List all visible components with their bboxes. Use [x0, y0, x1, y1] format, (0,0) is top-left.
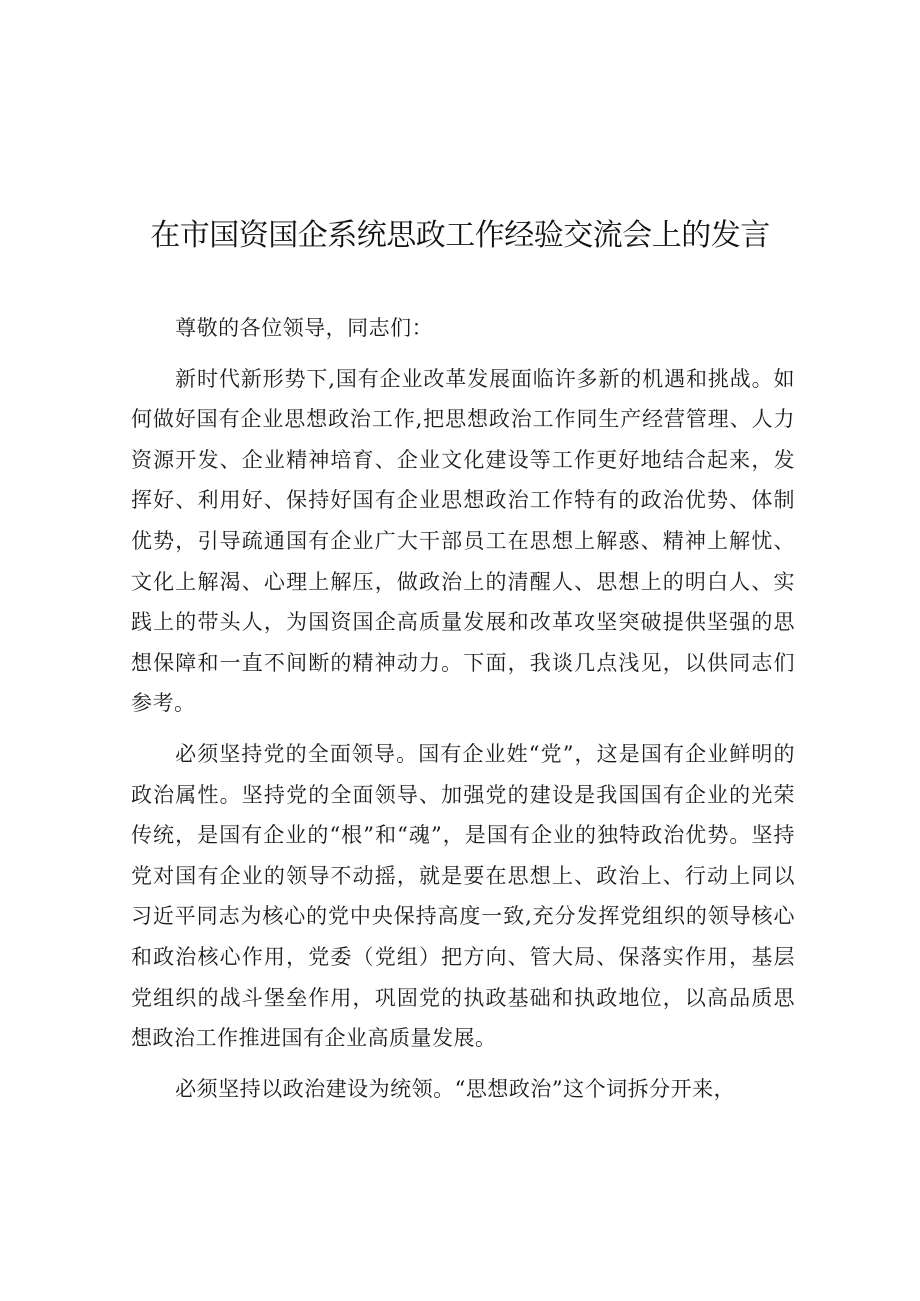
paragraph-2: 必须坚持党的全面领导。国有企业姓“党”，这是国有企业鲜明的政治属性。坚持党的全面领导、加强党的建设是我国国有企业的光荣传统，是国有企业的“根”和“魂”，是国有企业的独特政治优势。坚持党对国有企业的领导不动摇，就是要在思想上、政治上、行动上同以习近平同志为核心的党中央保持高度一致,充分发挥党组织的领导核心和政治核心作用，党委（党组）把方向、管大局、保落实作用，基层党组织的战斗堡垒作用，巩固党的执政基础和执政地位，以高品质思想政治工作推进国有企业高质量发展。 — [131, 741, 795, 1051]
paragraph-1: 新时代新形势下,国有企业改革发展面临许多新的机遇和挑战。如何做好国有企业思想政治工作,把思想政治工作同生产经营管理、人力资源开发、企业精神培育、企业文化建设等工作更好地结合起来，发挥好、利用好、保持好国有企业思想政治工作特有的政治优势、体制优势，引导疏通国有企业广大干部员工在思想上解惑、精神上解忧、文化上解渴、心理上解压，做政治上的清醒人、思想上的明白人、实践上的带头人，为国资国企高质量发展和改革攻坚突破提供坚强的思想保障和一直不间断的精神动力。下面，我谈几点浅见，以供同志们参考。 — [131, 366, 795, 716]
paragraph-3: 必须坚持以政治建设为统领。“思想政治”这个词拆分开来， — [175, 1076, 736, 1101]
document-body — [131, 308, 795, 1109]
document-title: 在市国资国企系统思政工作经验交流会上的发言 — [150, 218, 770, 253]
greeting: 尊敬的各位领导，同志们： — [175, 316, 434, 340]
